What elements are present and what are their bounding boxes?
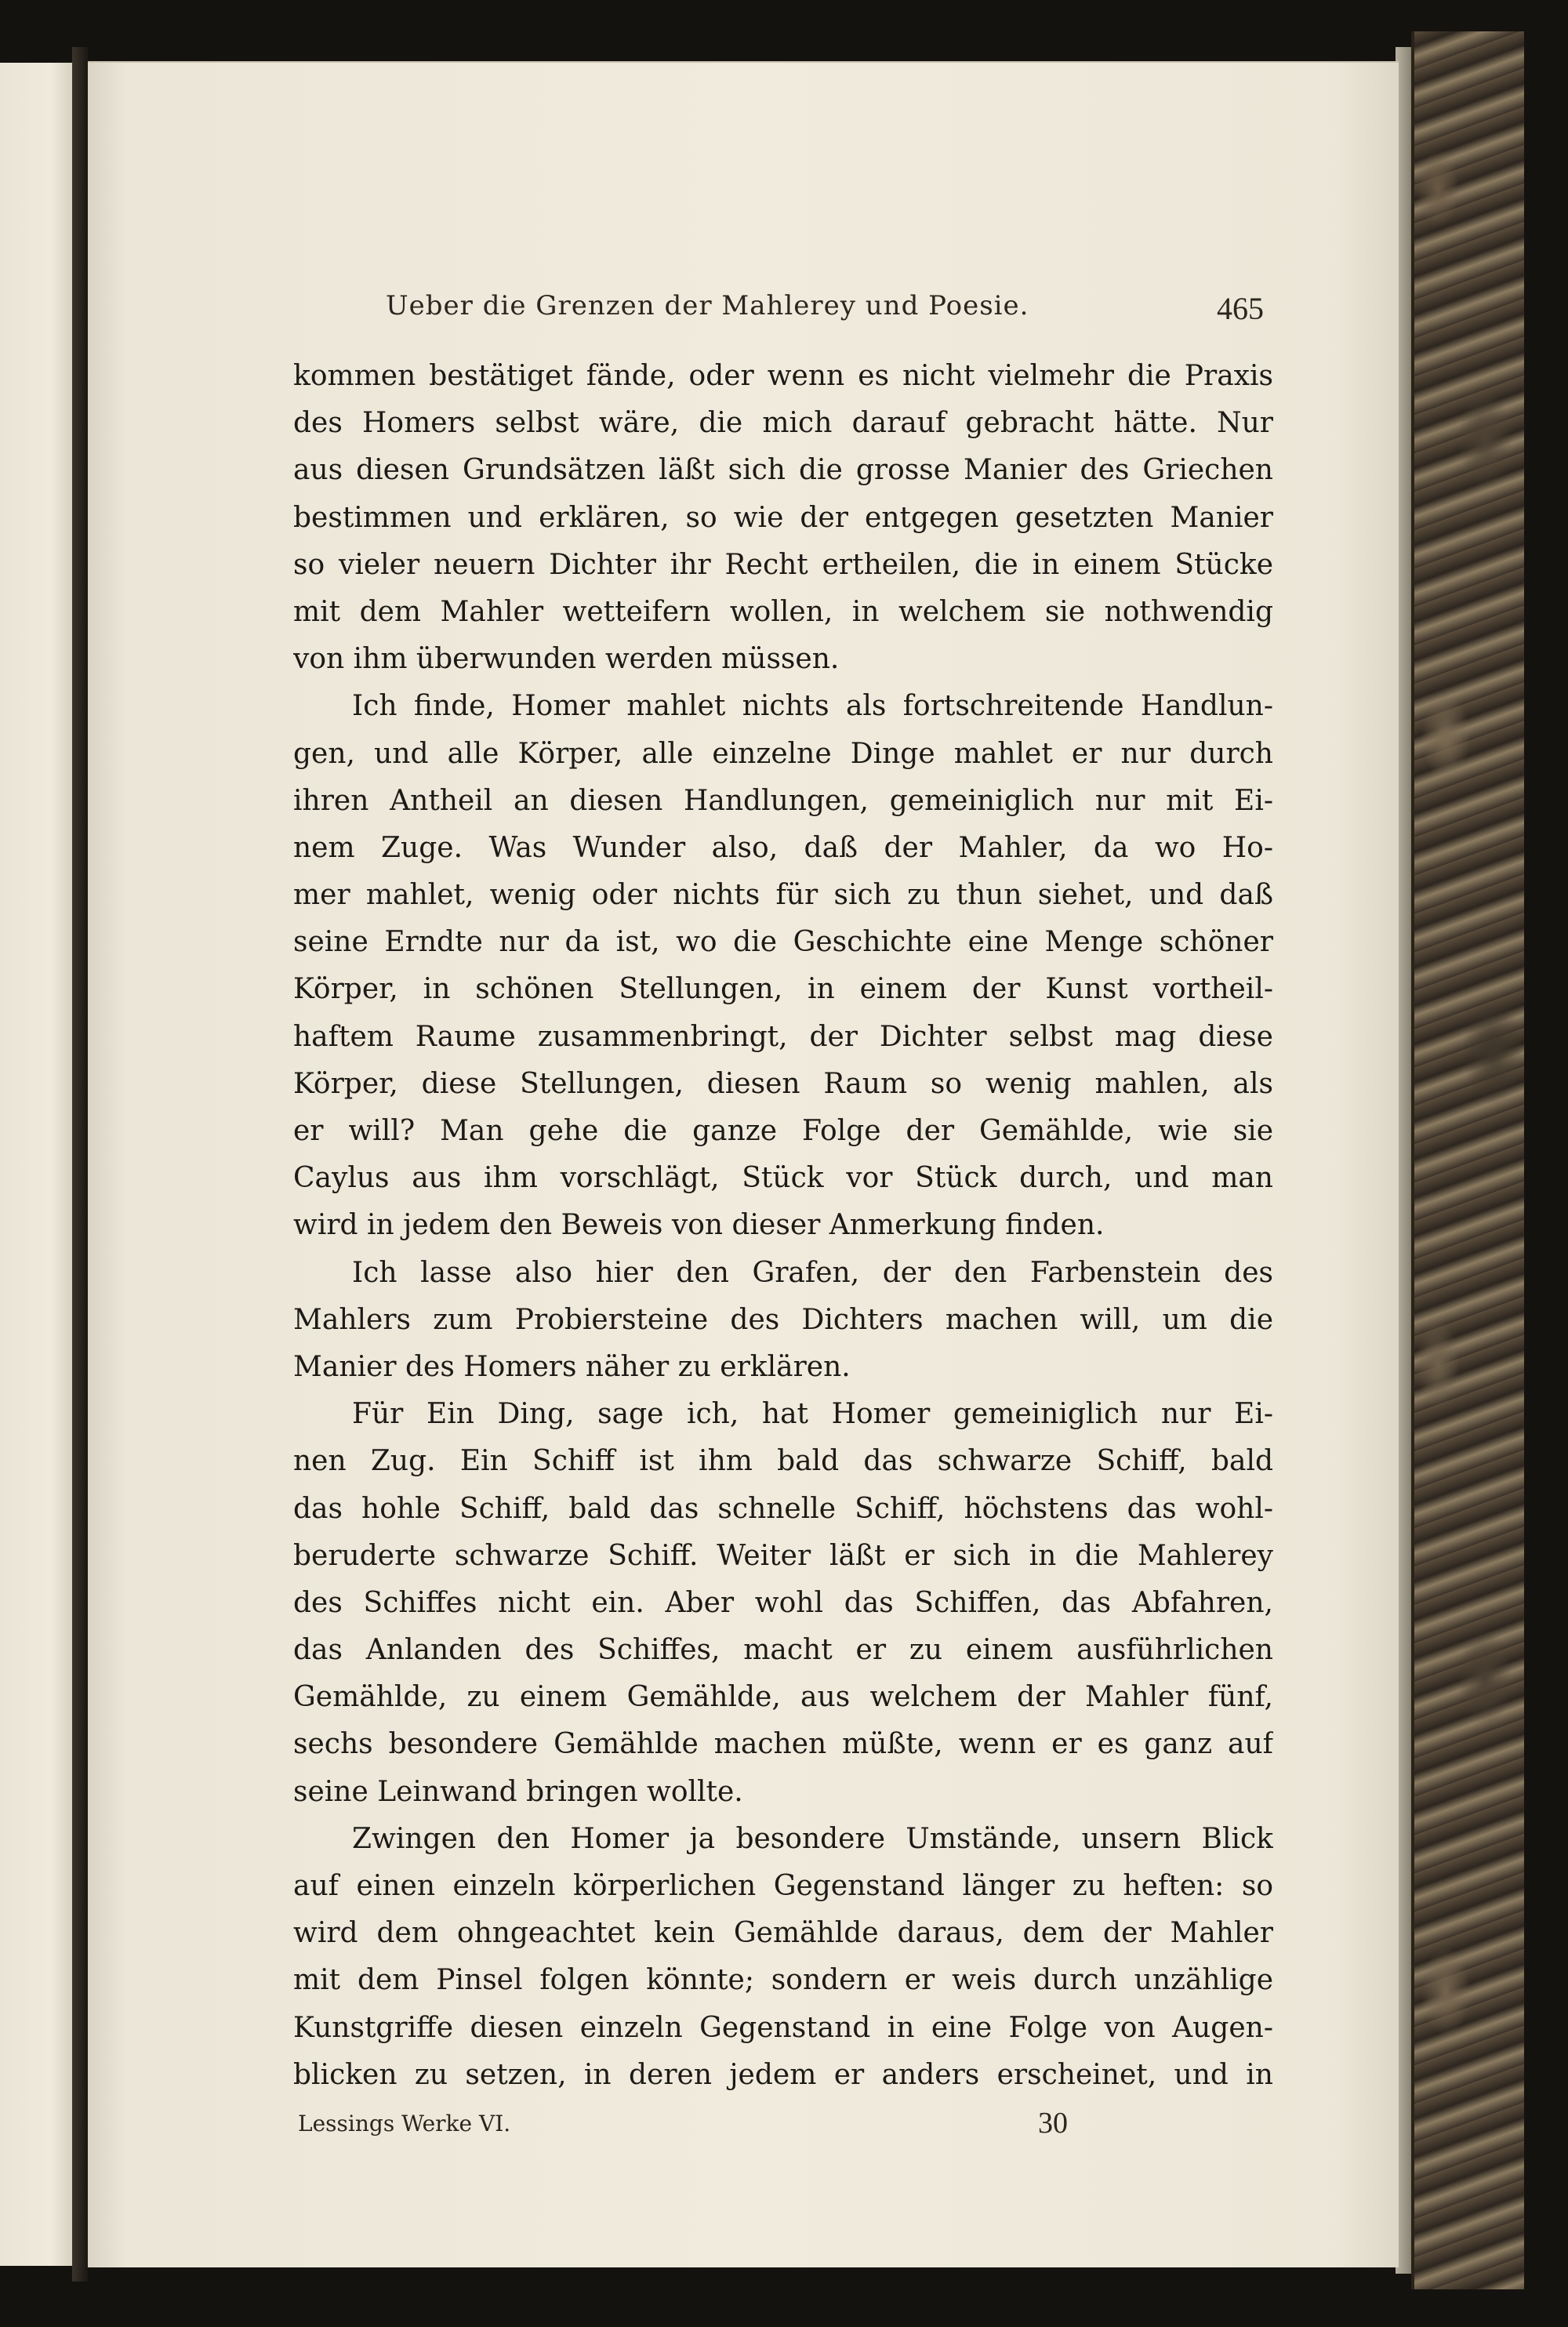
facing-page-edge [0,63,74,2266]
book-gutter [72,47,88,2282]
text-line: mit dem Mahler wetteifern wollen, in welchem sie nothwendig [293,595,1273,628]
sheet-number: 30 [1038,2107,1068,2140]
text-line: wird dem ohngeachtet kein Gemählde daraus, dem der Mahler [293,1917,1273,1950]
text-line: Mahlers zum Probiersteine des Dichters machen will, um die [293,1303,1273,1336]
text-line: von ihm überwunden werden müssen. [293,643,840,676]
text-line: beruderte schwarze Schiff. Weiter läßt er sich in die Mahlerey [293,1539,1273,1572]
text-line: blicken zu setzen, in deren jedem er anders erscheinet, und in [293,2058,1273,2091]
text-line: haftem Raume zusammenbringt, der Dichter selbst mag diese [293,1020,1273,1053]
text-line: Kunstgriffe diesen einzeln Gegenstand in eine Folge von Augen- [293,2011,1273,2044]
text-line: mer mahlet, wenig oder nichts für sich zu thun siehet, und daß [293,879,1273,912]
page-number: 465 [1217,291,1264,326]
text-line: Zwingen den Homer ja besondere Umstände, unsern Blick [352,1822,1273,1855]
text-line: Körper, in schönen Stellungen, in einem der Kunst vortheil- [293,973,1273,1006]
text-line: Für Ein Ding, sage ich, hat Homer gemeiniglich nur Ei- [352,1398,1273,1431]
book-page [88,61,1399,2267]
footer-signature: Lessings Werke VI. [298,2111,511,2136]
text-line: auf einen einzeln körperlichen Gegenstand länger zu heften: so [293,1870,1273,1902]
text-line: mit dem Pinsel folgen könnte; sondern er weis durch unzählige [293,1964,1273,1997]
text-line: das Anlanden des Schiffes, macht er zu einem ausführlichen [293,1634,1273,1667]
text-line: Manier des Homers näher zu erklären. [293,1350,851,1383]
text-line: sechs besondere Gemählde machen müßte, wenn er es ganz auf [293,1728,1273,1761]
text-line: er will? Man gehe die ganze Folge der Gemählde, wie sie [293,1115,1273,1147]
text-line: nen Zug. Ein Schiff ist ihm bald das schwarze Schiff, bald [293,1445,1273,1478]
text-line: Körper, diese Stellungen, diesen Raum so wenig mahlen, als [293,1067,1273,1100]
text-line: so vieler neuern Dichter ihr Recht ertheilen, die in einem Stücke [293,548,1273,581]
text-line: des Homers selbst wäre, die mich darauf gebracht hätte. Nur [293,407,1273,440]
text-line: des Schiffes nicht ein. Aber wohl das Schiffen, das Abfahren, [293,1586,1273,1619]
text-line: aus diesen Grundsätzen läßt sich die grosse Manier des Griechen [293,454,1273,487]
text-line: wird in jedem den Beweis von dieser Anmerkung finden. [293,1209,1105,1242]
running-title: Ueber die Grenzen der Mahlerey und Poesie. [386,290,1029,321]
text-line: bestimmen und erklären, so wie der entgegen gesetzten Manier [293,501,1273,534]
text-line: seine Erndte nur da ist, wo die Geschichte eine Menge schöner [293,926,1273,959]
text-line: Ich finde, Homer mahlet nichts als fortschreitende Handlun- [352,690,1273,723]
text-line: das hohle Schiff, bald das schnelle Schiff, höchstens das wohl- [293,1492,1273,1525]
text-line: Ich lasse also hier den Grafen, der den Farbenstein des [352,1256,1273,1289]
text-line: gen, und alle Körper, alle einzelne Dinge mahlet er nur durch [293,737,1273,770]
text-line: ihren Antheil an diesen Handlungen, gemeiniglich nur mit Ei- [293,784,1273,817]
text-line: kommen bestätiget fände, oder wenn es nicht vielmehr die Praxis [293,360,1273,392]
body-text [293,353,1273,2099]
marbled-cover [1411,31,1524,2289]
text-line: nem Zuge. Was Wunder also, daß der Mahler, da wo Ho- [293,831,1273,864]
text-line: Gemählde, zu einem Gemählde, aus welchem der Mahler fünf, [293,1681,1273,1714]
text-line: seine Leinwand bringen wollte. [293,1775,743,1808]
text-line: Caylus aus ihm vorschlägt, Stück vor Stück durch, und man [293,1162,1273,1195]
